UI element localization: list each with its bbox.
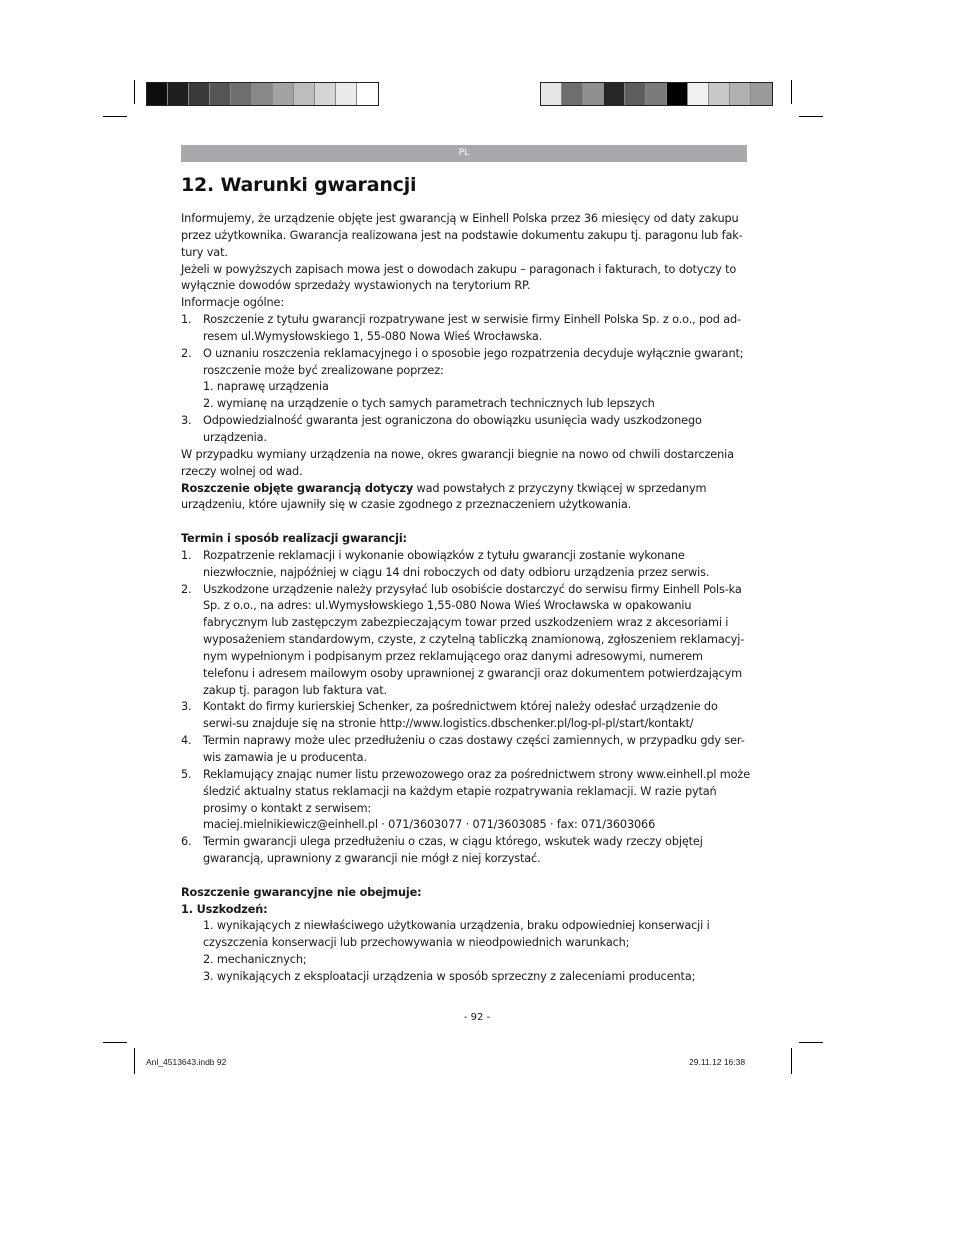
- service-contact: maciej.mielnikiewicz@einhell.pl · 071/3603077 · 071/3603085 · fax: 071/3603066: [203, 818, 656, 832]
- color-swatch: [646, 83, 667, 105]
- list-item: 2. Uszkodzone urządzenie należy przysyłać lub osobiście dostarczyć do serwisu firmy Einhell Pols-ka Sp. z o.o., na adres: ul.Wymysłowskiego 1,55-080 Nowa Wieś Wrocławska w opakowaniu fabrycznym lub zastępczym zabezpieczającym towar przed uszkodzeniem wraz z akcesoriami i wyposażeniem standardowym, czyste, z czytelną tabliczką znamionową, zgłoszeniem reklamacyj-nym wypełnionym i podpisanym przez reklamującego oraz danymi adresowymi, numerem telefonu i adresem mailowym osoby uprawnionej z gwarancji oraz dokumentem potwierdzającym zakup tj. paragon lub faktura vat.: [181, 582, 745, 697]
- list-item: 3. Kontakt do firmy kurierskiej Schenker, za pośrednictwem której należy odesłać urządzenie do serwi-su znajduje się na stronie http://www.logistics.dbschenker.pl/log-pl-pl/start/kontakt/: [181, 700, 718, 731]
- list-item: 1. Rozpatrzenie reklamacji i wykonanie obowiązków z tytułu gwarancji zostanie wykonane niezwłocznie, najpóźniej w ciągu 14 dni roboczych od daty odbioru urządzenia przez serwis.: [181, 548, 710, 579]
- color-swatch: [189, 83, 210, 105]
- color-swatch: [625, 83, 646, 105]
- claim-paragraph: [181, 481, 751, 515]
- damage-item: 3. wynikających z eksploatacji urządzenia w sposób sprzeczny z zaleceniami producenta;: [203, 969, 696, 983]
- page-number: - 92 -: [463, 1012, 491, 1023]
- color-swatch: [315, 83, 336, 105]
- list-item: 6. Termin gwarancji ulega przedłużeniu o czas, w ciągu którego, wskutek wady rzeczy objętej gwarancją, uprawniony z gwarancji nie mógł z niej korzystać.: [181, 835, 703, 866]
- color-swatch: [357, 83, 378, 105]
- color-swatch: [336, 83, 357, 105]
- color-swatch: [751, 83, 772, 105]
- sub-item: 1. naprawę urządzenia: [203, 380, 329, 394]
- section-title: 12. Warunki gwarancji: [181, 174, 417, 196]
- color-swatch: [210, 83, 231, 105]
- warranty-text: [181, 211, 751, 986]
- crop-mark: [134, 1048, 135, 1074]
- crop-mark: [799, 1042, 823, 1043]
- crop-mark: [799, 116, 823, 117]
- color-swatch: [168, 83, 189, 105]
- damage-item: 1. wynikających z niewłaściwego użytkowania urządzenia, braku odpowiedniej konserwacji i czyszczenia konserwacji lub przechowywania w nieodpowiednich warunkach;: [203, 919, 710, 950]
- color-swatch: [231, 83, 252, 105]
- color-swatch: [730, 83, 751, 105]
- list-item: 5. Reklamujący znając numer listu przewozowego oraz za pośrednictwem strony www.einhell.pl może śledzić aktualny status reklamacji na każdym etapie rozpatrywania reklamacji. W razie pytań prosimy o kontakt z serwisem: maciej.mielnikiewicz@einhell.pl · 071/3603077 · 071/3603085 · fax: 071/3603066: [181, 767, 750, 832]
- color-swatch: [541, 83, 562, 105]
- crop-mark: [103, 116, 127, 117]
- color-swatch: [604, 83, 625, 105]
- list-item: 4. Termin naprawy może ulec przedłużeniu o czas dostawy części zamiennych, w przypadku gdy ser-wis zamawia je u producenta.: [181, 734, 745, 764]
- color-swatch: [667, 83, 688, 105]
- slug-date: 29.11.12 16:38: [689, 1057, 746, 1067]
- slug-file: Anl_4513643.indb 92: [146, 1057, 227, 1067]
- damage-heading: 1. Uszkodzeń:: [181, 902, 268, 916]
- damage-item: 2. mechanicznych;: [203, 953, 307, 967]
- color-swatch: [147, 83, 168, 105]
- color-swatch: [583, 83, 604, 105]
- crop-mark: [791, 1048, 792, 1074]
- color-swatch: [294, 83, 315, 105]
- list-item: 1. Roszczenie z tytułu gwarancji rozpatrywane jest w serwisie firmy Einhell Polska Sp. z o.o., pod ad-resem ul.Wymysłowskiego 1, 55-080 Nowa Wieś Wrocławska.: [181, 313, 741, 343]
- crop-mark: [134, 80, 135, 104]
- terms-heading: Termin i sposób realizacji gwarancji:: [181, 532, 407, 546]
- color-swatch: [562, 83, 583, 105]
- sub-item: 2. wymianę na urządzenie o tych samych parametrach technicznych lub lepszych: [203, 397, 655, 411]
- crop-mark: [103, 1042, 127, 1043]
- color-swatch: [688, 83, 709, 105]
- language-bar: PL: [181, 145, 747, 162]
- claim-bold: Roszczenie objęte gwarancją dotyczy: [181, 481, 414, 495]
- intro-paragraph: Informujemy, że urządzenie objęte jest gwarancją w Einhell Polska przez 36 miesięcy od daty zakupu przez użytkownika. Gwarancja realizowana jest na podstawie dokumentu zakupu tj. paragonu lub fak-tury vat.: [181, 212, 743, 259]
- crop-mark: [791, 80, 792, 104]
- exclusions-heading: Roszczenie gwarancyjne nie obejmuje:: [181, 885, 422, 899]
- color-swatch: [709, 83, 730, 105]
- color-swatch: [273, 83, 294, 105]
- intro-paragraph: Jeżeli w powyższych zapisach mowa jest o dowodach zakupu – paragonach i fakturach, to dotyczy to wyłącznie dowodów sprzedaży wystawionych na terytorium RP.: [181, 262, 737, 293]
- intro-paragraph: Informacje ogólne:: [181, 296, 284, 310]
- color-strip-right: [540, 82, 773, 106]
- color-strip-left: [146, 82, 379, 106]
- list-item: 3. Odpowiedzialność gwaranta jest ograniczona do obowiązku usunięcia wady uszkodzonego urządzenia.: [181, 414, 702, 444]
- color-swatch: [252, 83, 273, 105]
- claim-rest: wad powstałych z przyczyny tkwiącej w sprzedanym urządzeniu, które ujawniły się w czasie zgodnego z przeznaczeniem użytkowania.: [181, 481, 707, 512]
- list-item: 2. O uznaniu roszczenia reklamacyjnego i o sposobie jego rozpatrzenia decyduje wyłącznie gwarant; roszczenie może być zrealizowane poprzez:: [181, 346, 744, 377]
- replacement-note: W przypadku wymiany urządzenia na nowe, okres gwarancji biegnie na nowo od chwili dostarczenia rzeczy wolnej od wad.: [181, 447, 734, 478]
